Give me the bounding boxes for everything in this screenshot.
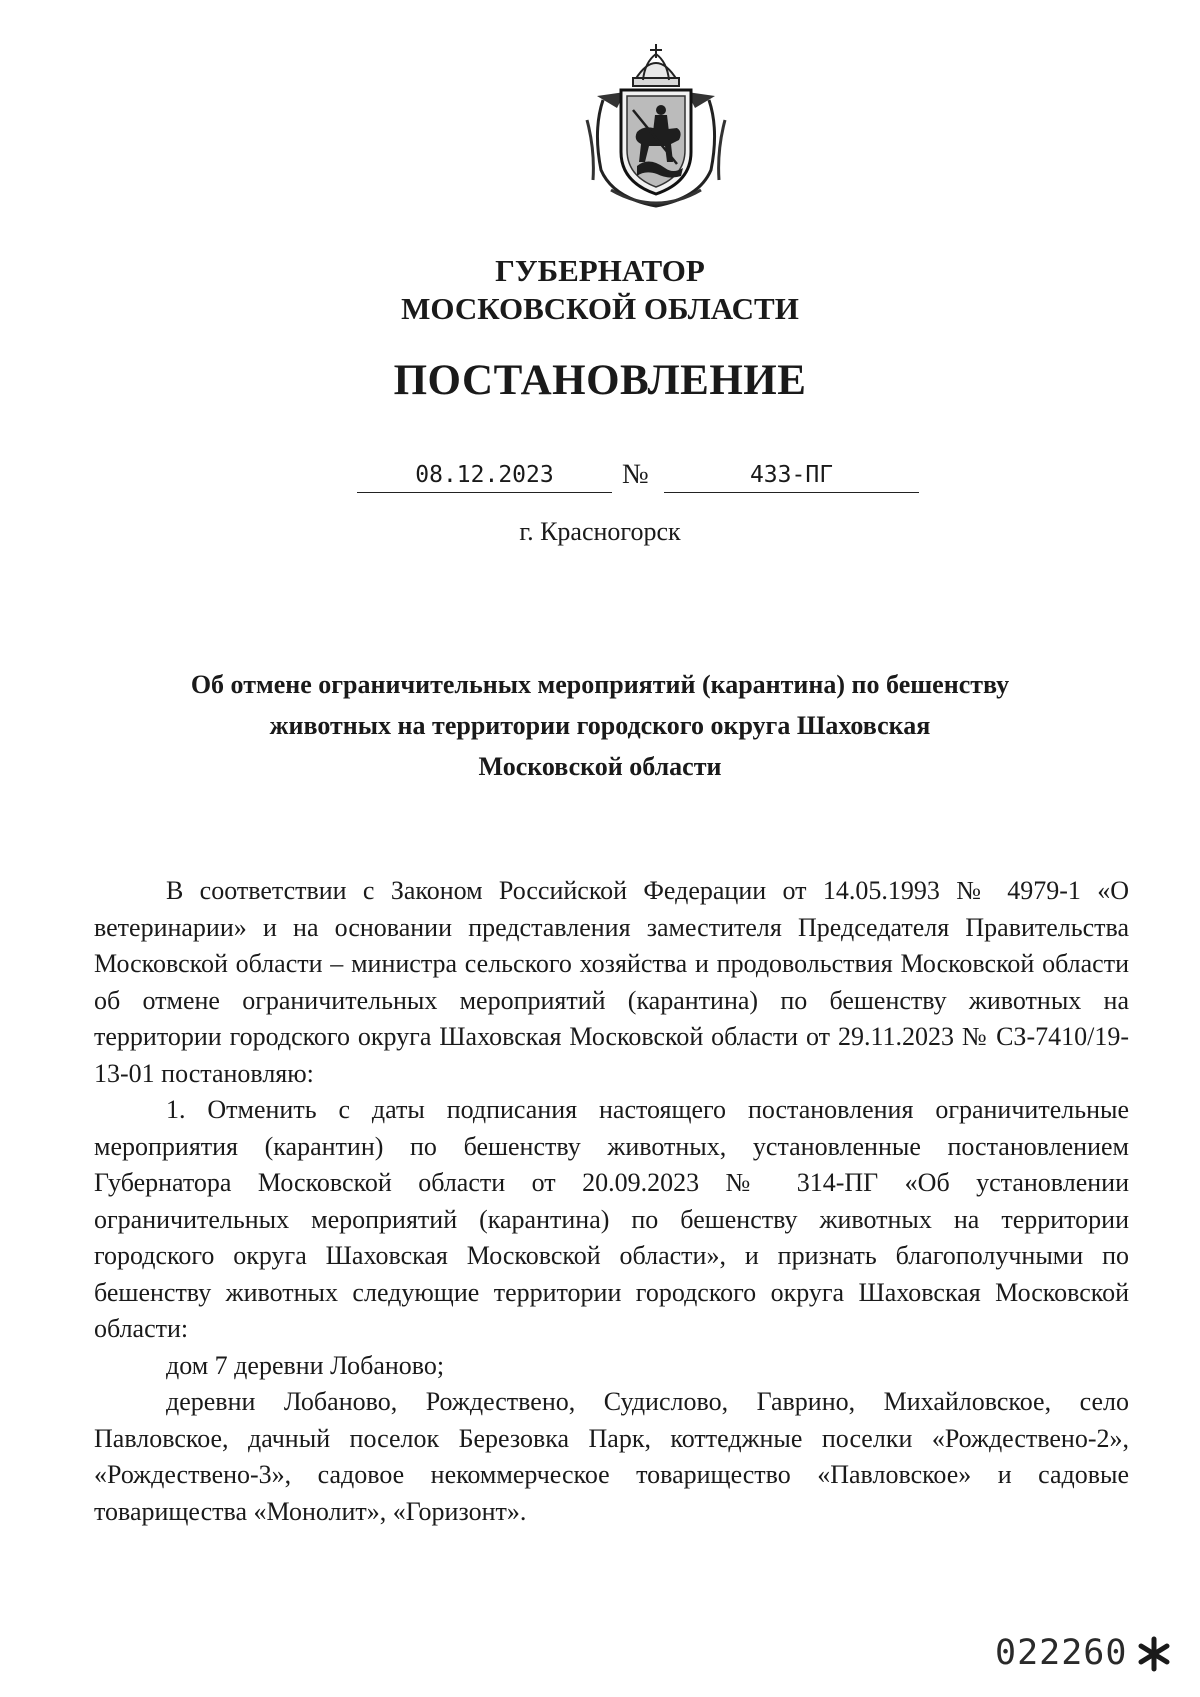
- body-paragraph-villages: деревни Лобаново, Рождествено, Судислово, Гаврино, Михайловское, село Павловское, дачный поселок Березовка Парк, коттеджные поселки «Рождествено-2», «Рождествено-3», садовое некоммерческое товарищество «Павловское» и садовые товарищества «Монолит», «Горизонт».: [94, 1387, 1129, 1526]
- authority-name-line2: МОСКОВСКОЙ ОБЛАСТИ: [401, 291, 799, 326]
- authority-name-line1: ГУБЕРНАТОР: [495, 253, 705, 288]
- body-paragraph-house: дом 7 деревни Лобаново;: [166, 1350, 445, 1380]
- body-paragraph-preamble: В соответствии с Законом Российской Федерации от 14.05.1993 № 4979-1 «О ветеринарии» и на основании представления заместителя Председателя Правительства Московской области – министра сельского хозяйства и продовольствия Московской области об отмене ограничительных мероприятий (карантина) по бешенству животных на территории городского округа Шаховская Московской области от 29.11.2023 № СЗ-7410/19-13-01 постановляю:: [94, 876, 1129, 1088]
- date-number-line: [0, 458, 1200, 498]
- serial-number-stamp: 022260: [995, 1633, 1128, 1673]
- issue-city: г. Красногорск: [519, 517, 681, 546]
- body-paragraph-item-1: 1. Отменить с даты подписания настоящего постановления ограничительные мероприятия (карантин) по бешенству животных, установленные постановлением Губернатора Московской области от 20.09.2023 № 314-ПГ «Об установлении ограничительных мероприятий (карантина) по бешенству животных на территории городского округа Шаховская Московской области», и признать благополучными по бешенству животных следующие территории городского округа Шаховская Московской области:: [94, 1095, 1129, 1343]
- document-date: 08.12.2023: [357, 458, 612, 493]
- document-type-heading: ПОСТАНОВЛЕНИЕ: [393, 357, 807, 404]
- title-line-2: животных на территории городского округа Шаховская: [269, 711, 931, 740]
- coat-of-arms-icon: [573, 40, 739, 210]
- document-body: [94, 873, 1129, 1530]
- asterisk-icon: [1136, 1636, 1172, 1672]
- document-number: 433-ПГ: [664, 458, 919, 493]
- document-title: [120, 664, 1080, 787]
- number-sign: №: [622, 459, 649, 490]
- title-line-3: Московской области: [478, 752, 722, 781]
- title-line-1: Об отмене ограничительных мероприятий (карантина) по бешенству: [190, 670, 1010, 699]
